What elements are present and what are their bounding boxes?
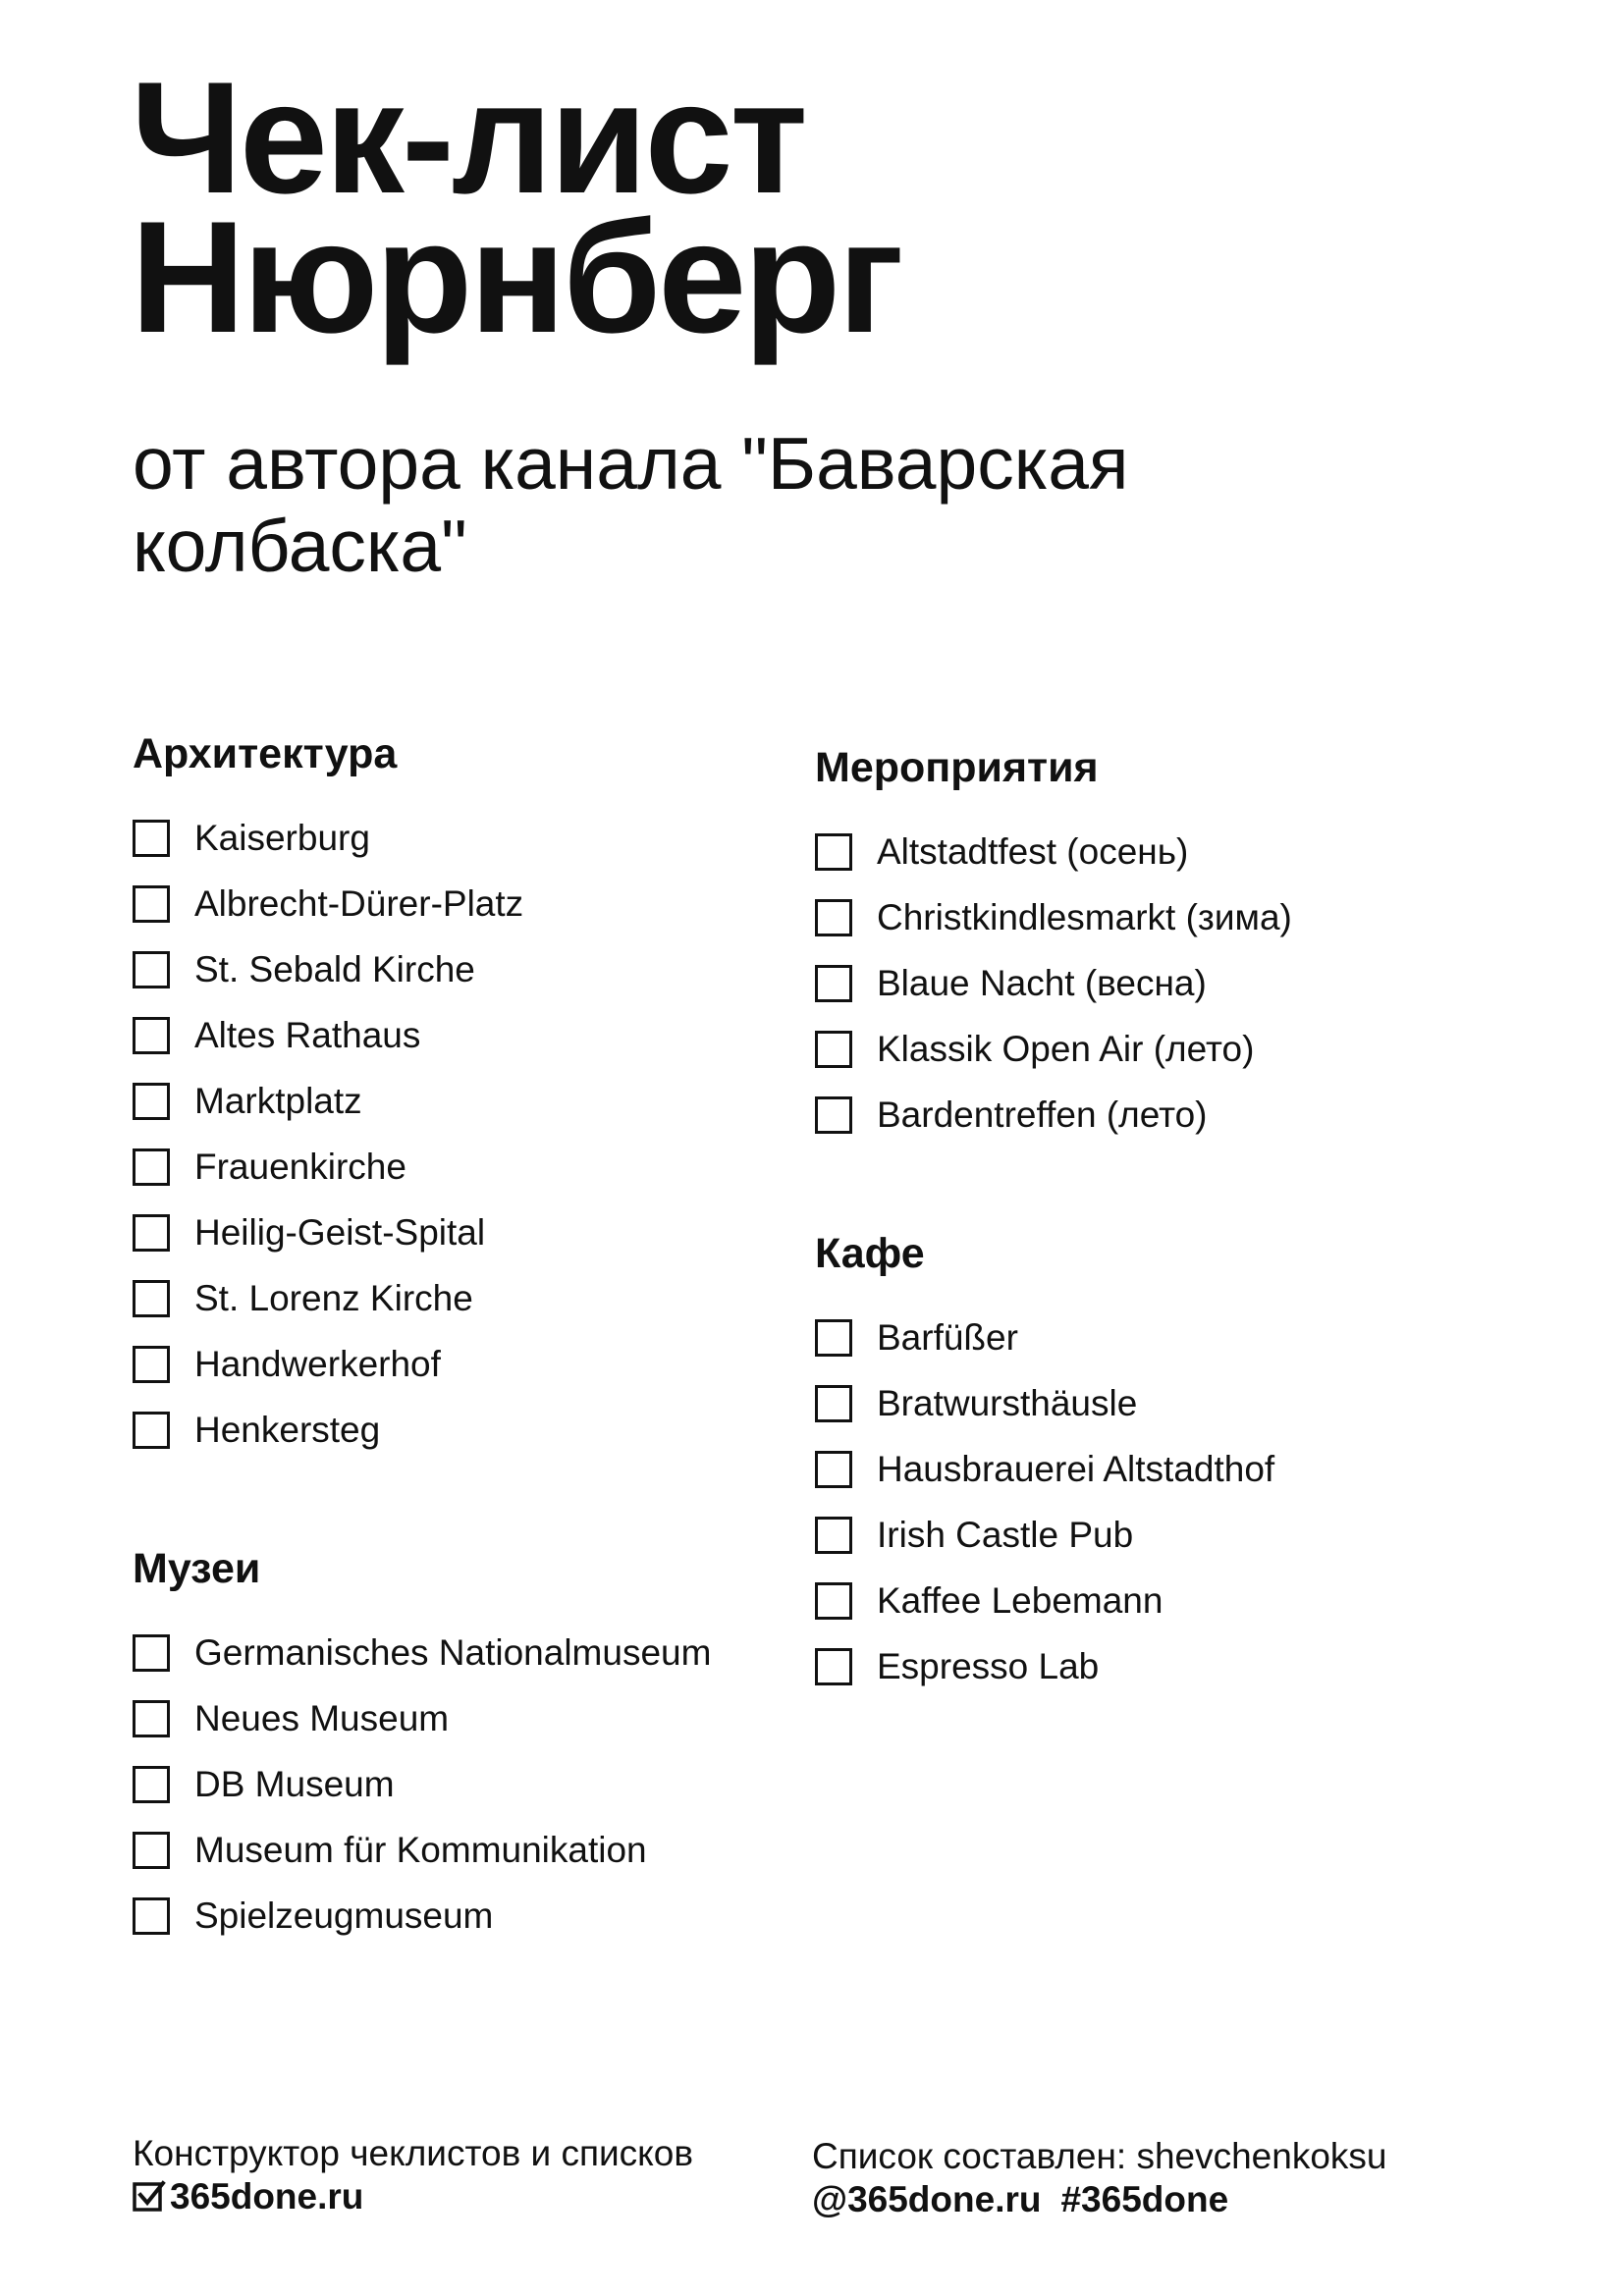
checklist-item-label: Kaiserburg [194,817,370,858]
checklist-item[interactable] [815,1568,1492,1633]
checklist-checkbox[interactable] [133,1083,170,1120]
checklist-item[interactable] [133,1068,810,1134]
checklist-checkbox[interactable] [815,1031,852,1068]
checklist-checkbox[interactable] [133,1832,170,1869]
section-title: Архитектура [133,730,398,777]
checklist-checkbox[interactable] [815,1385,852,1422]
checklist-checkbox[interactable] [815,1648,852,1685]
checklist-section [815,738,1492,1148]
checklist-item-label: Bardentreffen (лето) [877,1094,1208,1135]
checklist-item[interactable] [815,819,1492,884]
checklist-item-label: Blaue Nacht (весна) [877,962,1207,1003]
checklist-checkbox[interactable] [133,1700,170,1737]
footer-site-link[interactable] [133,2175,693,2218]
checklist-checkbox[interactable] [815,833,852,871]
checklist-item[interactable] [815,1370,1492,1436]
checklist-item[interactable] [133,1331,810,1397]
checklist-checkbox[interactable] [133,1280,170,1317]
checklist-checkbox[interactable] [133,1346,170,1383]
checklist-item-label: Heilig-Geist-Spital [194,1211,486,1253]
checklist-item-label: St. Lorenz Kirche [194,1277,473,1318]
section-title: Кафе [815,1230,925,1277]
checklist-checkbox[interactable] [815,1319,852,1357]
checklist-item-label: Irish Castle Pub [877,1514,1134,1555]
right-column [815,738,1492,1776]
page-subtitle: от автора канала "Баварская колбаска" [133,422,1129,587]
checklist-item[interactable] [133,1002,810,1068]
footer-tags [812,2178,1387,2221]
checklist-checkbox[interactable] [133,1897,170,1935]
checklist-checkbox[interactable] [133,820,170,857]
footer-hashtag-link[interactable]: #365done [1060,2179,1229,2219]
checklist-item[interactable] [133,805,810,871]
checklist-item[interactable] [815,884,1492,950]
section-title: Музеи [133,1545,261,1592]
checklist-item[interactable] [133,871,810,936]
checklist-item[interactable] [815,1633,1492,1699]
checklist-item-label: Henkersteg [194,1409,381,1450]
checklist-checkbox[interactable] [133,951,170,988]
checklist-checkbox[interactable] [133,1766,170,1803]
checklist-item-label: Marktplatz [194,1080,362,1121]
checklist-checkbox[interactable] [815,1582,852,1620]
checklist-item-label: Handwerkerhof [194,1343,441,1384]
checklist-item-label: Museum für Kommunikation [194,1829,647,1870]
checklist-item[interactable] [133,1751,810,1817]
left-column [133,724,810,2025]
checklist-checkbox[interactable] [815,1096,852,1134]
checklist-item[interactable] [133,1620,810,1685]
checklist-item[interactable] [815,1082,1492,1148]
checklist-checkbox[interactable] [815,899,852,936]
checklist-item-label: Bratwursthäusle [877,1382,1138,1423]
checklist-item[interactable] [133,1265,810,1331]
checklist-section [133,724,810,1463]
checklist-checkbox[interactable] [133,885,170,923]
checklist-item-label: Spielzeugmuseum [194,1895,494,1936]
checklist-item-label: Altes Rathaus [194,1014,421,1055]
checklist-checkbox[interactable] [815,965,852,1002]
checklist-item-label: Christkindlesmarkt (зима) [877,896,1292,937]
checklist-item[interactable] [815,1016,1492,1082]
page-title [131,49,901,366]
checklist-item-label: Klassik Open Air (лето) [877,1028,1255,1069]
checklist-checkbox[interactable] [815,1517,852,1554]
checklist-item[interactable] [133,1397,810,1463]
checklist-item-label: St. Sebald Kirche [194,948,475,989]
checklist-checkbox[interactable] [133,1634,170,1672]
checklist-item[interactable] [133,1200,810,1265]
title-line-1: Чек-лист [131,49,805,227]
checklist-item-label: Albrecht-Dürer-Platz [194,882,524,924]
section-title: Мероприятия [815,744,1099,791]
checklist-item-label: Espresso Lab [877,1645,1100,1686]
checklist-item[interactable] [133,1817,810,1883]
checklist-item[interactable] [133,1134,810,1200]
footer-site-text: 365done.ru [170,2176,364,2216]
checklist-item-label: DB Museum [194,1763,395,1804]
checklist-section [133,1539,810,1949]
checklist-item-label: Neues Museum [194,1697,450,1738]
checklist-item[interactable] [815,1436,1492,1502]
checklist-item-label: Frauenkirche [194,1146,406,1187]
checklist-item-label: Barfüßer [877,1316,1018,1358]
checklist-item[interactable] [815,1305,1492,1370]
footer-author-text: Список составлен: shevchenkoksu [812,2136,1387,2176]
checklist-item-label: Hausbrauerei Altstadthof [877,1448,1275,1489]
checklist-item[interactable] [133,1883,810,1949]
checklist-checkbox[interactable] [133,1148,170,1186]
checklist-item-label: Germanisches Nationalmuseum [194,1631,712,1673]
checklist-checkbox[interactable] [133,1214,170,1252]
checklist-item-label: Kaffee Lebemann [877,1579,1163,1621]
footer-constructor-text: Конструктор чеклистов и списков [133,2133,693,2173]
footer-handle-link[interactable]: @365done.ru [812,2179,1042,2219]
checklist-checkbox[interactable] [815,1451,852,1488]
footer-left [133,2132,693,2218]
checklist-item[interactable] [815,1502,1492,1568]
checkbox-check-icon [133,2180,166,2214]
footer-right [812,2135,1387,2221]
checklist-section [815,1224,1492,1699]
title-line-2: Нюрнберг [131,188,901,366]
checklist-item-label: Altstadtfest (осень) [877,830,1189,872]
checklist-checkbox[interactable] [133,1017,170,1054]
checklist-item[interactable] [133,1685,810,1751]
checklist-checkbox[interactable] [133,1412,170,1449]
checklist-item[interactable] [815,950,1492,1016]
checklist-item[interactable] [133,936,810,1002]
